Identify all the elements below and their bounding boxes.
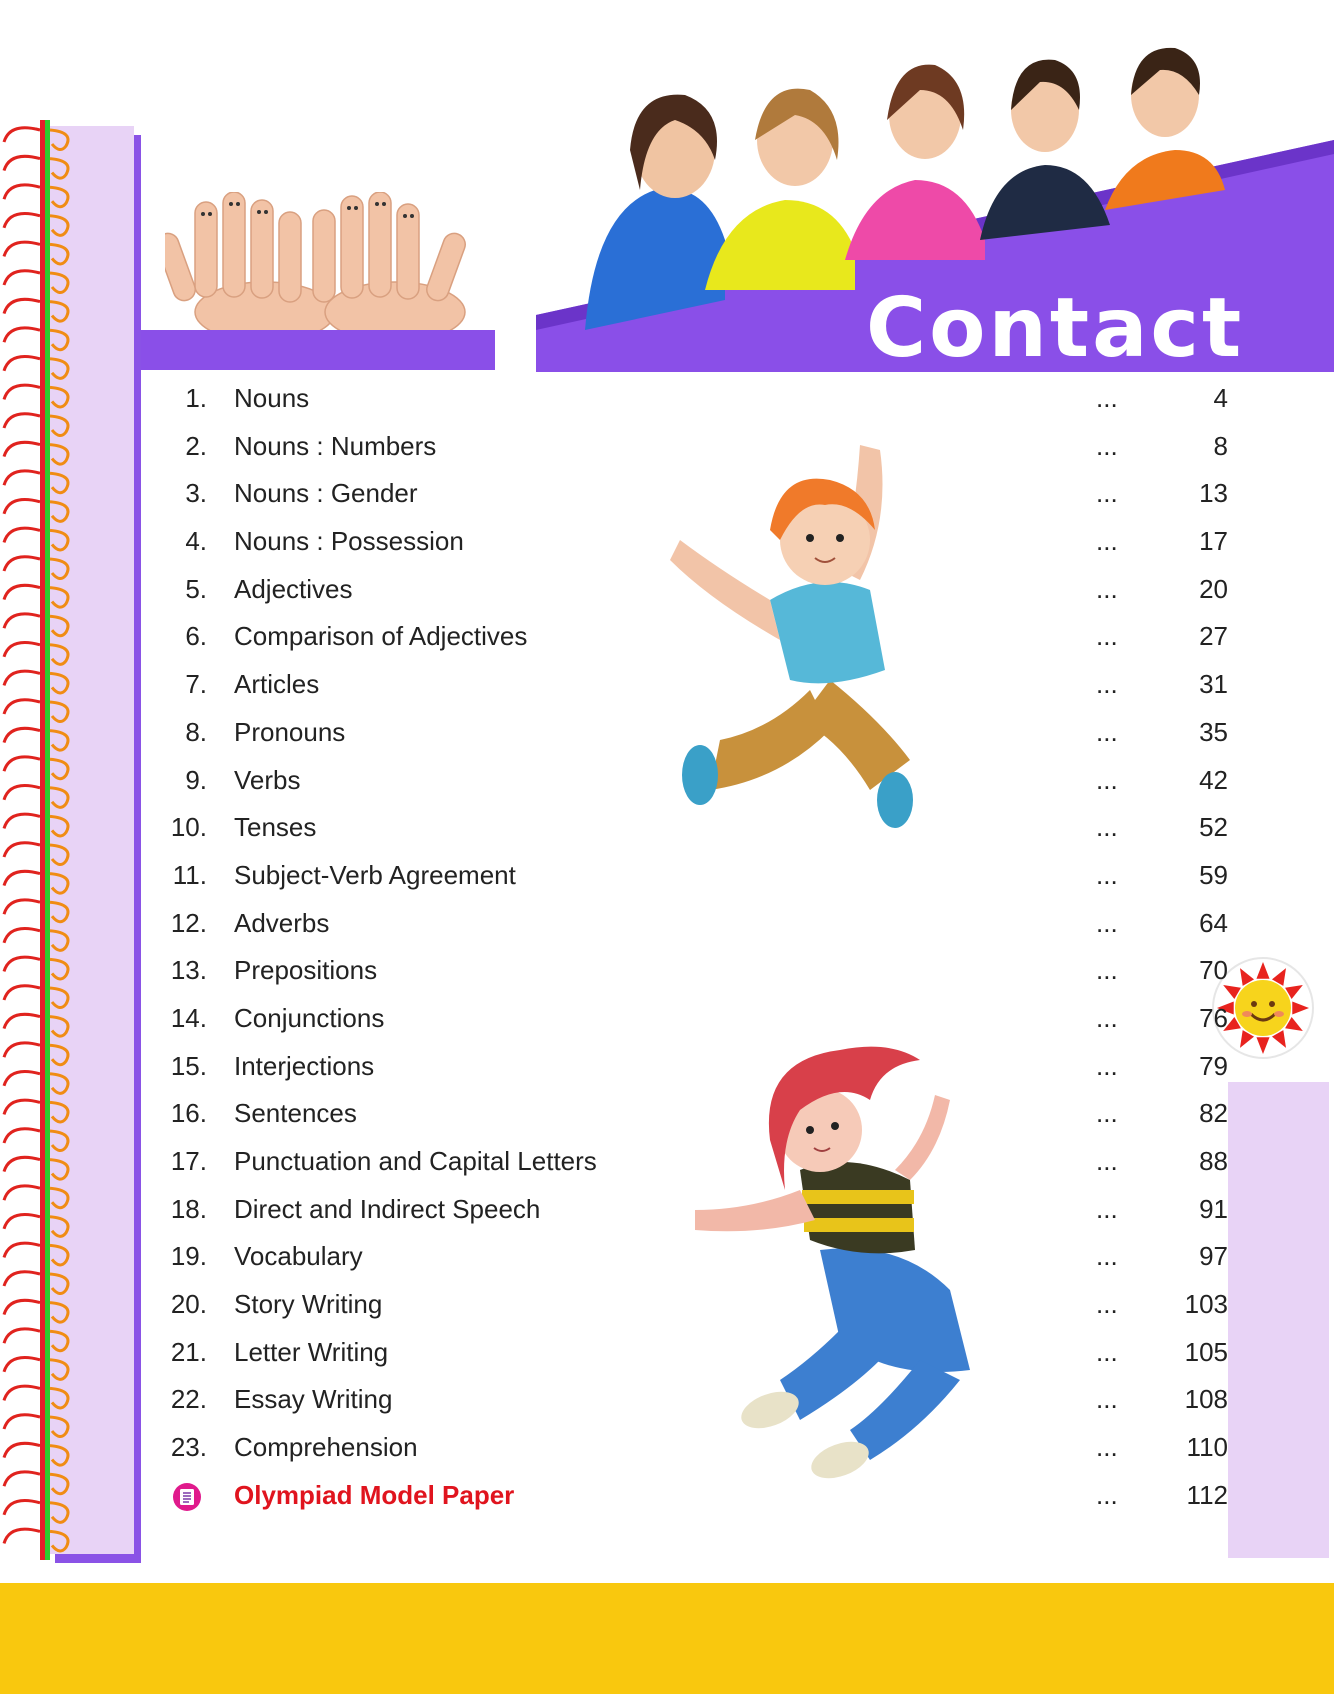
toc-row[interactable] bbox=[160, 613, 1228, 661]
toc-leader-dots: ... bbox=[1096, 1336, 1118, 1367]
toc-row-olympiad[interactable] bbox=[160, 1472, 1228, 1520]
toc-row[interactable] bbox=[160, 1424, 1228, 1472]
footer-yellow-strip bbox=[0, 1583, 1334, 1694]
toc-row[interactable] bbox=[160, 947, 1228, 995]
toc-page-number: 64 bbox=[1199, 907, 1228, 938]
toc-number: 15. bbox=[170, 1050, 207, 1081]
toc-leader-dots: ... bbox=[1096, 955, 1118, 986]
table-of-contents bbox=[160, 375, 1228, 1520]
toc-row[interactable] bbox=[160, 518, 1228, 566]
toc-row[interactable] bbox=[160, 470, 1228, 518]
toc-leader-dots: ... bbox=[1096, 1002, 1118, 1033]
toc-leader-dots: ... bbox=[1096, 1146, 1118, 1176]
toc-number: 6. bbox=[185, 621, 207, 652]
toc-page-number: 17 bbox=[1199, 526, 1228, 557]
toc-row[interactable] bbox=[160, 566, 1228, 614]
toc-leader-dots: ... bbox=[1096, 1193, 1118, 1224]
toc-page-number: 20 bbox=[1199, 573, 1228, 604]
spiral-binding bbox=[0, 120, 80, 1560]
toc-number: 4. bbox=[185, 526, 207, 557]
toc-number: 17. bbox=[170, 1146, 207, 1176]
toc-number: 13. bbox=[170, 955, 207, 986]
toc-leader-dots: ... bbox=[1096, 1050, 1118, 1081]
page-title: Contact bbox=[866, 281, 1245, 376]
toc-title: Olympiad Model Paper bbox=[234, 1479, 515, 1510]
toc-number: 23. bbox=[170, 1432, 207, 1463]
toc-title: Comprehension bbox=[234, 1432, 418, 1463]
toc-number: 12. bbox=[170, 907, 207, 938]
toc-title: Nouns : Gender bbox=[234, 478, 418, 509]
toc-number: 20. bbox=[170, 1289, 207, 1320]
toc-leader-dots: ... bbox=[1096, 1384, 1118, 1415]
toc-row[interactable] bbox=[160, 1138, 1228, 1186]
toc-title: Verbs bbox=[234, 764, 301, 795]
toc-title: Interjections bbox=[234, 1050, 375, 1081]
toc-leader-dots: ... bbox=[1096, 1432, 1118, 1463]
toc-title: Comparison of Adjectives bbox=[234, 621, 528, 652]
toc-leader-dots: ... bbox=[1096, 478, 1118, 509]
toc-number: 10. bbox=[170, 812, 207, 843]
toc-title: Nouns : Numbers bbox=[234, 430, 437, 461]
toc-leader-dots: ... bbox=[1096, 1241, 1118, 1272]
toc-row[interactable] bbox=[160, 1090, 1228, 1138]
toc-title: Nouns bbox=[234, 383, 310, 413]
toc-row[interactable] bbox=[160, 1233, 1228, 1281]
toc-page-number: 42 bbox=[1199, 764, 1228, 795]
toc-row[interactable] bbox=[160, 852, 1228, 900]
book-icon bbox=[172, 1482, 202, 1512]
toc-title: Conjunctions bbox=[234, 1002, 385, 1033]
toc-leader-dots: ... bbox=[1096, 573, 1118, 604]
toc-leader-dots: ... bbox=[1096, 1098, 1118, 1129]
header-purple-bar-left bbox=[141, 330, 495, 370]
toc-page-number: 105 bbox=[1184, 1336, 1228, 1367]
toc-title: Essay Writing bbox=[234, 1384, 393, 1415]
toc-title: Direct and Indirect Speech bbox=[234, 1193, 541, 1224]
toc-title: Subject-Verb Agreement bbox=[234, 859, 516, 890]
toc-row[interactable] bbox=[160, 1329, 1228, 1377]
toc-leader-dots: ... bbox=[1096, 812, 1118, 843]
toc-page-number: 4 bbox=[1213, 383, 1228, 413]
toc-leader-dots: ... bbox=[1096, 716, 1118, 747]
toc-leader-dots: ... bbox=[1096, 764, 1118, 795]
toc-row[interactable] bbox=[160, 709, 1228, 757]
toc-row[interactable] bbox=[160, 375, 1228, 423]
toc-title: Punctuation and Capital Letters bbox=[234, 1146, 597, 1176]
toc-row[interactable] bbox=[160, 1186, 1228, 1234]
toc-page-number: 97 bbox=[1199, 1241, 1228, 1272]
toc-number: 19. bbox=[170, 1241, 207, 1272]
toc-title: Vocabulary bbox=[234, 1241, 363, 1272]
toc-number: 2. bbox=[185, 430, 207, 461]
toc-leader-dots: ... bbox=[1096, 859, 1118, 890]
toc-number: 18. bbox=[170, 1193, 207, 1224]
toc-number: 7. bbox=[185, 669, 207, 700]
toc-row[interactable] bbox=[160, 423, 1228, 471]
toc-page-number: 52 bbox=[1199, 812, 1228, 843]
toc-leader-dots: ... bbox=[1096, 383, 1118, 413]
toc-page-number: 112 bbox=[1186, 1479, 1228, 1510]
toc-number: 5. bbox=[185, 573, 207, 604]
toc-leader-dots: ... bbox=[1096, 1289, 1118, 1320]
toc-page-number: 13 bbox=[1199, 478, 1228, 509]
toc-title: Prepositions bbox=[234, 955, 378, 986]
toc-page-number: 88 bbox=[1199, 1146, 1228, 1176]
toc-page-number: 35 bbox=[1199, 716, 1228, 747]
toc-title: Tenses bbox=[234, 812, 317, 843]
toc-number: 3. bbox=[185, 478, 207, 509]
toc-page-number: 27 bbox=[1199, 621, 1228, 652]
toc-page-number: 31 bbox=[1199, 669, 1228, 700]
toc-leader-dots: ... bbox=[1096, 621, 1118, 652]
toc-number: 16. bbox=[170, 1098, 207, 1129]
toc-number: 21. bbox=[170, 1336, 207, 1367]
toc-page-number: 79 bbox=[1199, 1050, 1228, 1081]
toc-row[interactable] bbox=[160, 900, 1228, 948]
toc-row[interactable] bbox=[160, 757, 1228, 805]
toc-title: Adjectives bbox=[234, 573, 353, 604]
toc-title: Adverbs bbox=[234, 907, 330, 938]
toc-title: Sentences bbox=[234, 1098, 357, 1129]
toc-number: 9. bbox=[185, 764, 207, 795]
toc-page-number: 91 bbox=[1199, 1193, 1228, 1224]
toc-title: Pronouns bbox=[234, 716, 346, 747]
toc-title: Articles bbox=[234, 669, 320, 700]
toc-number: 22. bbox=[170, 1384, 207, 1415]
toc-row[interactable] bbox=[160, 1043, 1228, 1091]
toc-title: Story Writing bbox=[234, 1289, 383, 1320]
toc-page-number: 59 bbox=[1199, 859, 1228, 890]
toc-number: 1. bbox=[185, 383, 207, 413]
toc-leader-dots: ... bbox=[1096, 907, 1118, 938]
toc-page-number: 76 bbox=[1199, 1002, 1228, 1033]
toc-page-number: 108 bbox=[1184, 1384, 1228, 1415]
toc-number: 11. bbox=[172, 859, 207, 890]
toc-page-number: 103 bbox=[1184, 1289, 1228, 1320]
toc-page-number: 82 bbox=[1199, 1098, 1228, 1129]
toc-row[interactable] bbox=[160, 995, 1228, 1043]
toc-page-number: 110 bbox=[1186, 1432, 1228, 1463]
toc-number: 8. bbox=[185, 716, 207, 747]
toc-leader-dots: ... bbox=[1096, 430, 1118, 461]
toc-leader-dots: ... bbox=[1096, 1479, 1118, 1510]
toc-row[interactable] bbox=[160, 1281, 1228, 1329]
toc-number: 14. bbox=[170, 1002, 207, 1033]
toc-page-number: 8 bbox=[1213, 430, 1228, 461]
toc-leader-dots: ... bbox=[1096, 669, 1118, 700]
toc-leader-dots: ... bbox=[1096, 526, 1118, 557]
toc-title: Nouns : Possession bbox=[234, 526, 464, 557]
toc-title: Letter Writing bbox=[234, 1336, 389, 1367]
right-lilac-panel bbox=[1228, 1082, 1329, 1558]
toc-row[interactable] bbox=[160, 1376, 1228, 1424]
toc-row[interactable] bbox=[160, 661, 1228, 709]
finger-puppets-illustration bbox=[165, 192, 505, 332]
toc-page-number: 70 bbox=[1199, 955, 1228, 986]
toc-row[interactable] bbox=[160, 804, 1228, 852]
